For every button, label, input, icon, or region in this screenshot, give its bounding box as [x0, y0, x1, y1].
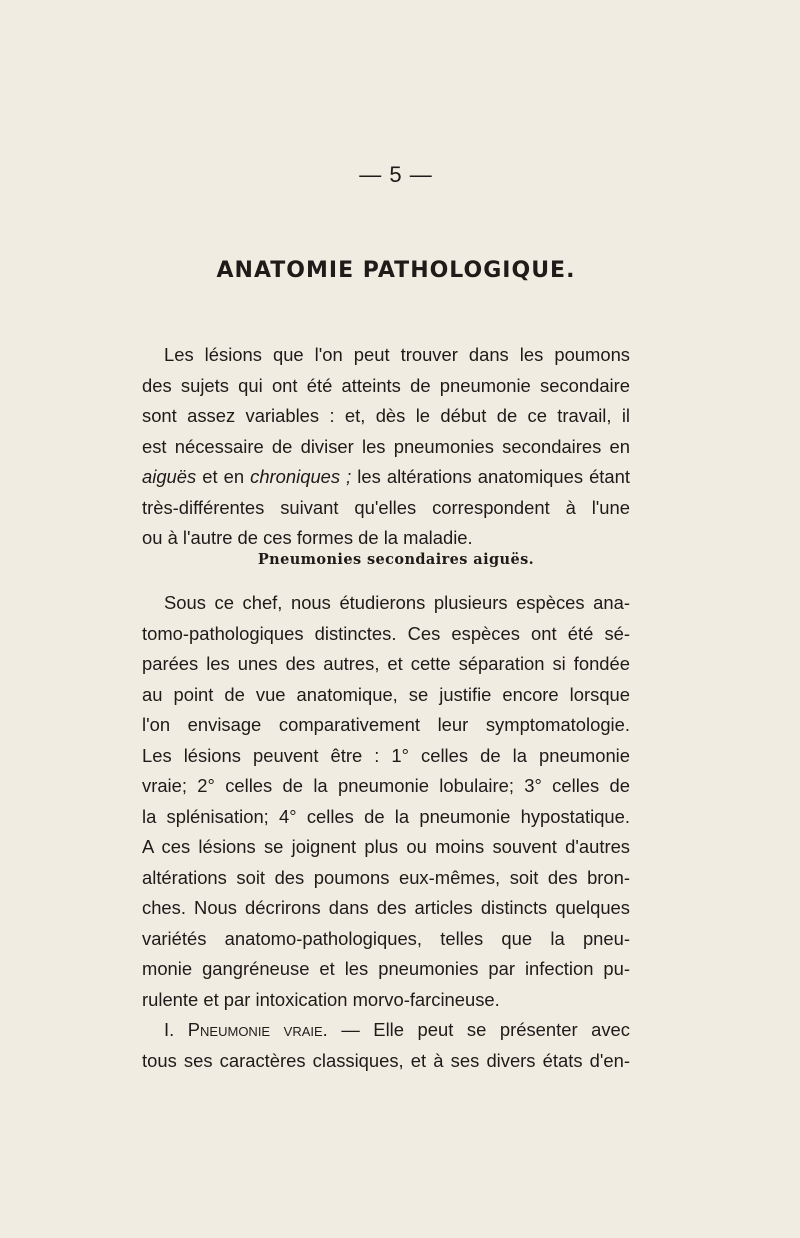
paragraph-intro: [142, 340, 630, 554]
text-line: Sous ce chef, nous étudierons plusieurs espèces ana-: [164, 592, 630, 613]
text-line: variétés anatomo-pathologiques, telles que la pneu-: [142, 927, 630, 949]
text-line: la splénisation; 4° celles de la pneumonie hypostatique.: [142, 805, 630, 827]
text-line: monie gangréneuse et les pneumonies par infection pu-: [142, 958, 630, 979]
text-line: au point de vue anatomique, se justifie encore lorsque: [142, 683, 630, 705]
text-line: vraie; 2° celles de la pneumonie lobulaire; 3° celles de: [142, 775, 630, 796]
text-line: tous ses caractères classiques, et à ses divers états d'en-: [142, 1049, 630, 1071]
paragraph-main: [142, 588, 630, 1076]
text-line: très-différentes suivant qu'elles correspondent à l'une: [142, 496, 630, 518]
text-line: tomo-pathologiques distinctes. Ces espèces ont été sé-: [142, 622, 630, 644]
text-line: altérations soit des poumons eux-mêmes, soit des bron-: [142, 866, 630, 888]
text-fragment: les altérations anatomiques étant: [351, 466, 630, 487]
text-line: ches. Nous décrirons dans des articles distincts quelques: [142, 897, 630, 918]
text-line: sont assez variables : et, dès le début de ce travail, il: [142, 405, 630, 426]
page-number: — 5 —: [359, 162, 433, 187]
subheading: Pneumonies secondaires aiguës.: [257, 551, 535, 568]
section-title: ANATOMIE PATHOLOGIQUE.: [216, 258, 576, 283]
text-line: l'on envisage comparativement leur symptomatologie.: [142, 714, 630, 735]
text-line: rulente et par intoxication morvo-farcineuse.: [142, 988, 500, 1010]
section-label-pneumonie-vraie: Pneumonie vraie.: [187, 1019, 328, 1040]
italic-term-chroniques: chroniques ;: [250, 466, 352, 487]
italic-term-aigues: aiguës: [142, 466, 197, 487]
text-line: Les lésions que l'on peut trouver dans les poumons: [164, 344, 630, 365]
text-line: A ces lésions se joignent plus ou moins souvent d'autres: [142, 836, 630, 857]
text-line: est nécessaire de diviser les pneumonies secondaires en: [142, 435, 630, 457]
text-fragment: I.: [164, 1019, 188, 1040]
text-line: parées les unes des autres, et cette séparation si fondée: [142, 653, 630, 674]
text-line: [142, 1015, 630, 1046]
text-line: [142, 462, 630, 493]
text-fragment: et en: [196, 466, 251, 487]
text-fragment: — Elle peut se présenter avec: [327, 1019, 630, 1040]
text-line: Les lésions peuvent être : 1° celles de la pneumonie: [142, 744, 630, 766]
text-line: des sujets qui ont été atteints de pneumonie secondaire: [142, 374, 630, 396]
text-line: ou à l'autre de ces formes de la maladie.: [142, 527, 473, 548]
